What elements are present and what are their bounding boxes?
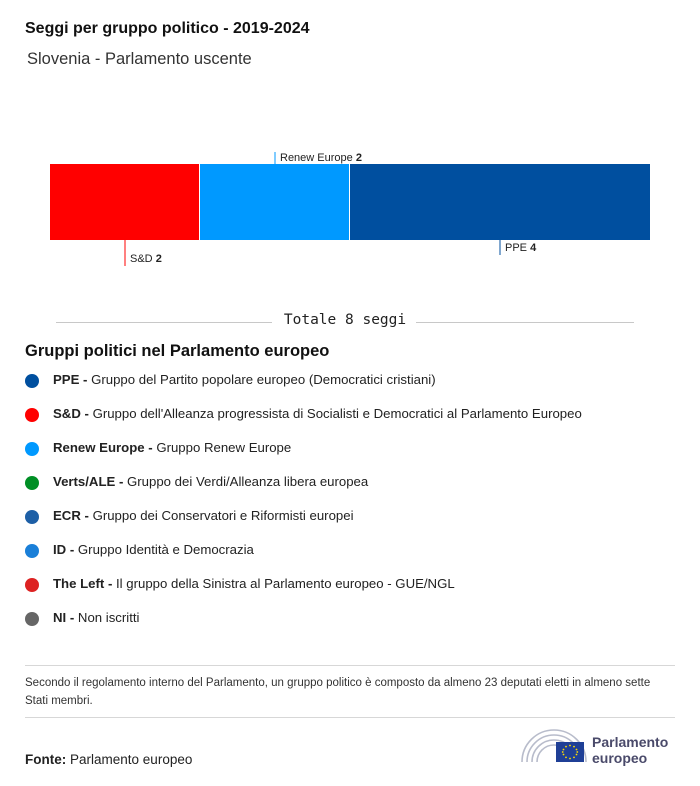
legend-dot-icon xyxy=(25,578,39,592)
total-seats-label: Totale 8 seggi xyxy=(274,312,416,328)
chart-subtitle: Slovenia - Parlamento uscente xyxy=(27,50,252,68)
legend-desc: Gruppo dei Verdi/Alleanza libera europea xyxy=(127,474,369,489)
legend-abbr: S&D - xyxy=(53,406,93,421)
data-label: Renew Europe 2 xyxy=(280,152,362,164)
logo-wordmark xyxy=(592,734,668,766)
legend-abbr: NI - xyxy=(53,610,78,625)
bar-segment-s-d xyxy=(50,164,199,240)
hemicycle-icon xyxy=(520,726,588,766)
bar-segment-renew-europe xyxy=(200,164,349,240)
logo-line-1: Parlamento xyxy=(592,734,669,750)
chart-title: Seggi per gruppo politico - 2019-2024 xyxy=(25,20,310,37)
groups-legend xyxy=(25,372,582,644)
legend-desc: Gruppo dell'Alleanza progressista di Socialisti e Democratici al Parlamento Europeo xyxy=(92,406,582,421)
legend-dot-icon xyxy=(25,510,39,524)
stacked-bar-chart xyxy=(0,140,700,280)
legend-abbr: PPE - xyxy=(53,372,92,387)
legend-item xyxy=(25,440,582,474)
legend-desc: Gruppo del Partito popolare europeo (Democratici cristiani) xyxy=(91,372,436,387)
note-top-divider xyxy=(25,665,675,666)
legend-dot-icon xyxy=(25,442,39,456)
legend-desc: Non iscritti xyxy=(77,610,140,625)
eu-parliament-logo-icon xyxy=(520,726,680,768)
legend-item xyxy=(25,610,582,644)
legend-dot-icon xyxy=(25,408,39,422)
bar-segment-ppe xyxy=(350,164,650,240)
legend-dot-icon xyxy=(25,476,39,490)
logo-line-2: europeo xyxy=(592,750,648,766)
legend-item xyxy=(25,474,582,508)
footnote: Secondo il regolamento interno del Parlamento, un gruppo politico è composto da almeno 23 deputati eletti in almeno sette Stati membri. xyxy=(25,677,651,707)
legend-item xyxy=(25,542,582,576)
groups-heading: Gruppi politici nel Parlamento europeo xyxy=(25,342,330,360)
source xyxy=(25,752,192,767)
legend-abbr: ECR - xyxy=(53,508,93,523)
legend-abbr: The Left - xyxy=(53,576,117,591)
source-value: Parlamento europeo xyxy=(70,752,193,767)
data-label: S&D 2 xyxy=(130,253,162,265)
legend-abbr: Renew Europe - xyxy=(53,440,157,455)
legend-item xyxy=(25,576,582,610)
total-seats xyxy=(56,312,634,332)
legend-desc: Gruppo Renew Europe xyxy=(156,440,292,455)
legend-dot-icon xyxy=(25,612,39,626)
legend-item xyxy=(25,508,582,542)
legend-abbr: ID - xyxy=(53,542,78,557)
legend-dot-icon xyxy=(25,374,39,388)
legend-desc: Gruppo Identità e Democrazia xyxy=(77,542,254,557)
legend-desc: Il gruppo della Sinistra al Parlamento europeo - GUE/NGL xyxy=(116,576,455,591)
note-bottom-divider xyxy=(25,717,675,718)
legend-dot-icon xyxy=(25,544,39,558)
legend-abbr: Verts/ALE - xyxy=(53,474,128,489)
legend-desc: Gruppo dei Conservatori e Riformisti europei xyxy=(92,508,354,523)
data-label: PPE 4 xyxy=(505,242,537,254)
source-label: Fonte: xyxy=(25,752,67,767)
legend-item xyxy=(25,372,582,406)
legend-item xyxy=(25,406,582,440)
